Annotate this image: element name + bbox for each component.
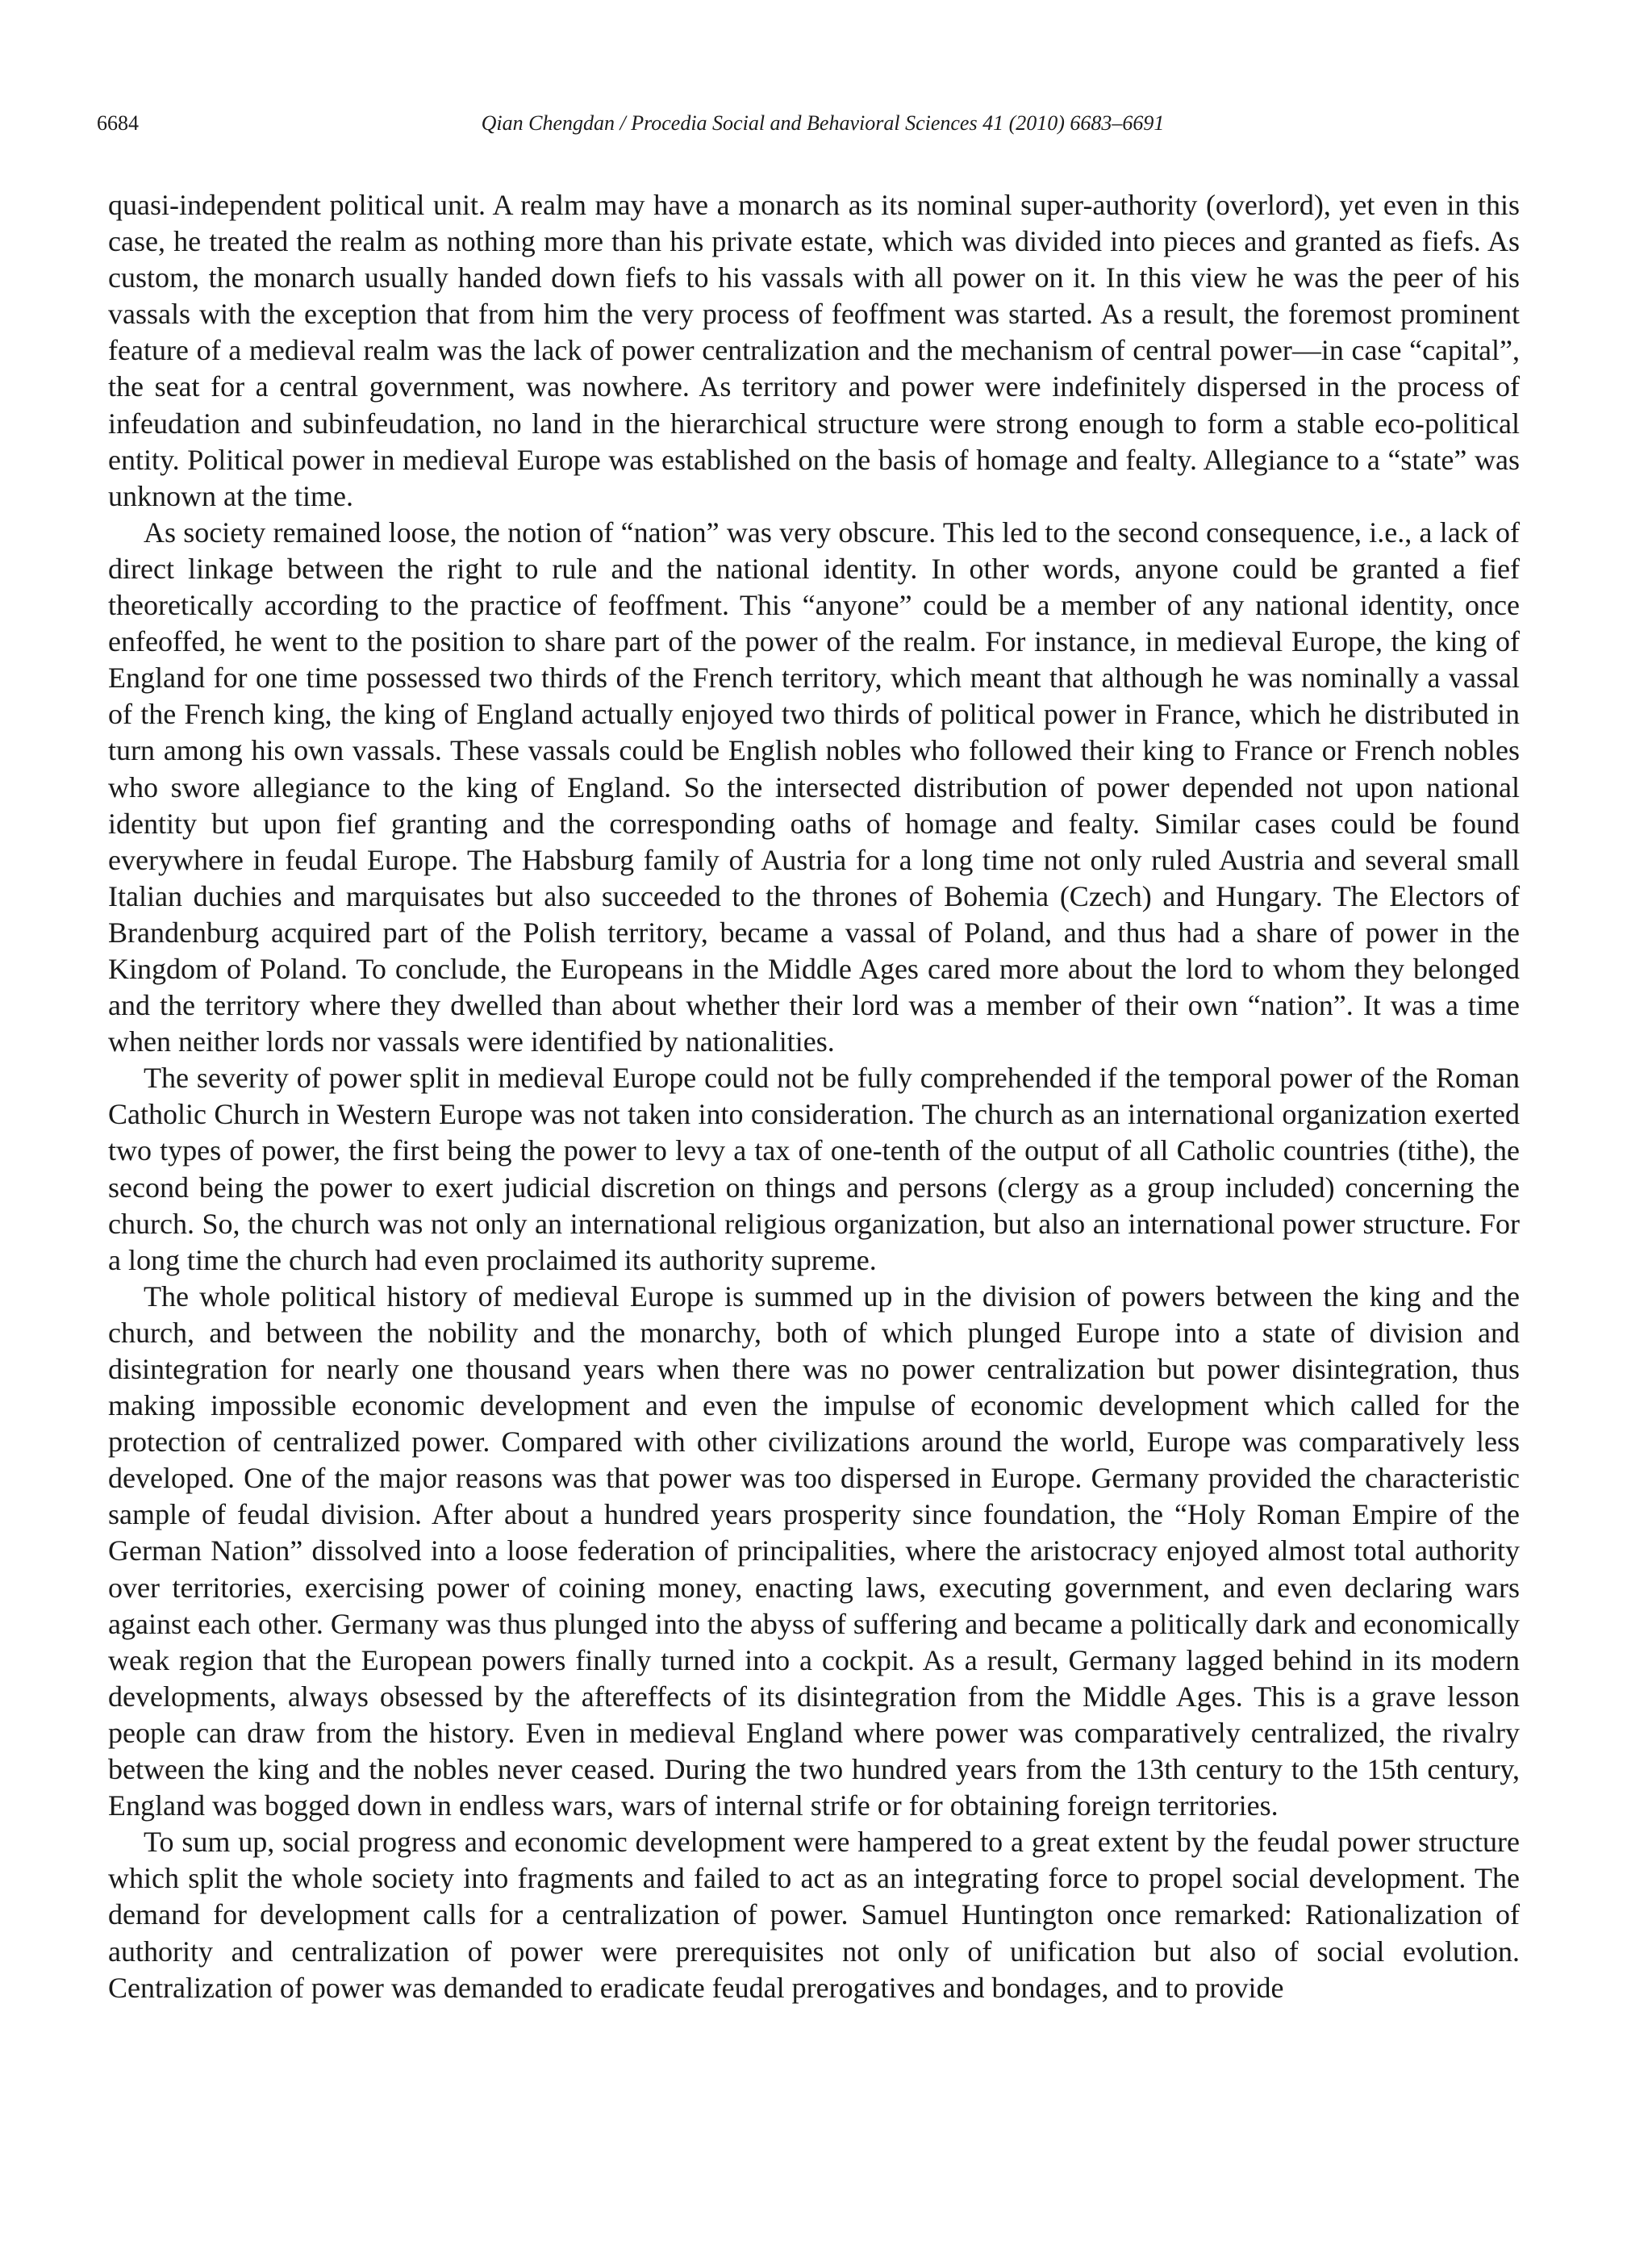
journal-citation: Qian Chengdan / Procedia Social and Behavioral Sciences 41 (2010) 6683–6691: [481, 111, 1165, 135]
paragraph-3: The severity of power split in medieval Europe could not be fully comprehended if the temporal power of the Roman Catholic Church in Western Europe was not taken into consideration. The church as an international organization exerted two types of power, the first being the power to levy a tax of one-tenth of the output of all Catholic countries (tithe), the second being the power to exert judicial discretion on things and persons (clergy as a group included) concerning the church. So, the church was not only an international religious organization, but also an international power structure. For a long time the church had even proclaimed its authority supreme.: [108, 1062, 1520, 1276]
article-body: [108, 187, 1520, 2006]
paragraph-2: As society remained loose, the notion of “nation” was very obscure. This led to the second consequence, i.e., a lack of direct linkage between the right to rule and the national identity. In other words, anyone could be granted a fief theoretically according to the practice of feoffment. This “anyone” could be a member of any national identity, once enfeoffed, he went to the position to share part of the power of the realm. For instance, in medieval Europe, the king of England for one time possessed two thirds of the French territory, which meant that although he was nominally a vassal of the French king, the king of England actually enjoyed two thirds of political power in France, which he distributed in turn among his own vassals. These vassals could be English nobles who followed their king to France or French nobles who swore allegiance to the king of England. So the intersected distribution of power depended not upon national identity but upon fief granting and the corresponding oaths of homage and fealty. Similar cases could be found everywhere in feudal Europe. The Habsburg family of Austria for a long time not only ruled Austria and several small Italian duchies and marquisates but also succeeded to the thrones of Bohemia (Czech) and Hungary. The Electors of Brandenburg acquired part of the Polish territory, became a vassal of Poland, and thus had a share of power in the Kingdom of Poland. To conclude, the Europeans in the Middle Ages cared more about the lord to whom they belonged and the territory where they dwelled than about whether their lord was a member of their own “nation”. It was a time when neither lords nor vassals were identified by nationalities.: [108, 515, 1520, 1058]
page-number: 6684: [97, 111, 139, 135]
paragraph-1: quasi-independent political unit. A realm may have a monarch as its nominal super-authority (overlord), yet even in this case, he treated the realm as nothing more than his private estate, which was divided into pieces and granted as fiefs. As custom, the monarch usually handed down fiefs to his vassals with all power on it. In this view he was the peer of his vassals with the exception that from him the very process of feoffment was started. As a result, the foremost prominent feature of a medieval realm was the lack of power centralization and the mechanism of central power—in case “capital”, the seat for a central government, was nowhere. As territory and power were indefinitely dispersed in the process of infeudation and subinfeudation, no land in the hierarchical structure were strong enough to form a stable eco-political entity. Political power in medieval Europe was established on the basis of homage and fealty. Allegiance to a “state” was unknown at the time.: [108, 189, 1520, 512]
running-head: [97, 111, 1549, 144]
paragraph-4: The whole political history of medieval Europe is summed up in the division of powers between the king and the church, and between the nobility and the monarchy, both of which plunged Europe into a state of division and disintegration for nearly one thousand years when there was no power centralization but power disintegration, thus making impossible economic development and even the impulse of economic development which called for the protection of centralized power. Compared with other civilizations around the world, Europe was comparatively less developed. One of the major reasons was that power was too dispersed in Europe. Germany provided the characteristic sample of feudal division. After about a hundred years prosperity since foundation, the “Holy Roman Empire of the German Nation” dissolved into a loose federation of principalities, where the aristocracy enjoyed almost total authority over territories, exercising power of coining money, enacting laws, executing government, and even declaring wars against each other. Germany was thus plunged into the abyss of suffering and became a politically dark and economically weak region that the European powers finally turned into a cockpit. As a result, Germany lagged behind in its modern developments, always obsessed by the aftereffects of its disintegration from the Middle Ages. This is a grave lesson people can draw from the history. Even in medieval England where power was comparatively centralized, the rivalry between the king and the nobles never ceased. During the two hundred years from the 13th century to the 15th century, England was bogged down in endless wars, wars of internal strife or for obtaining foreign territories.: [108, 1279, 1520, 1822]
paragraph-5: To sum up, social progress and economic development were hampered to a great extent by the feudal power structure which split the whole society into fragments and failed to act as an integrating force to propel social development. The demand for development calls for a centralization of power. Samuel Huntington once remarked: Rationalization of authority and centralization of power were prerequisites not only of unification but also of social evolution. Centralization of power was demanded to eradicate feudal prerogatives and bondages, and to provide: [108, 1826, 1520, 2004]
